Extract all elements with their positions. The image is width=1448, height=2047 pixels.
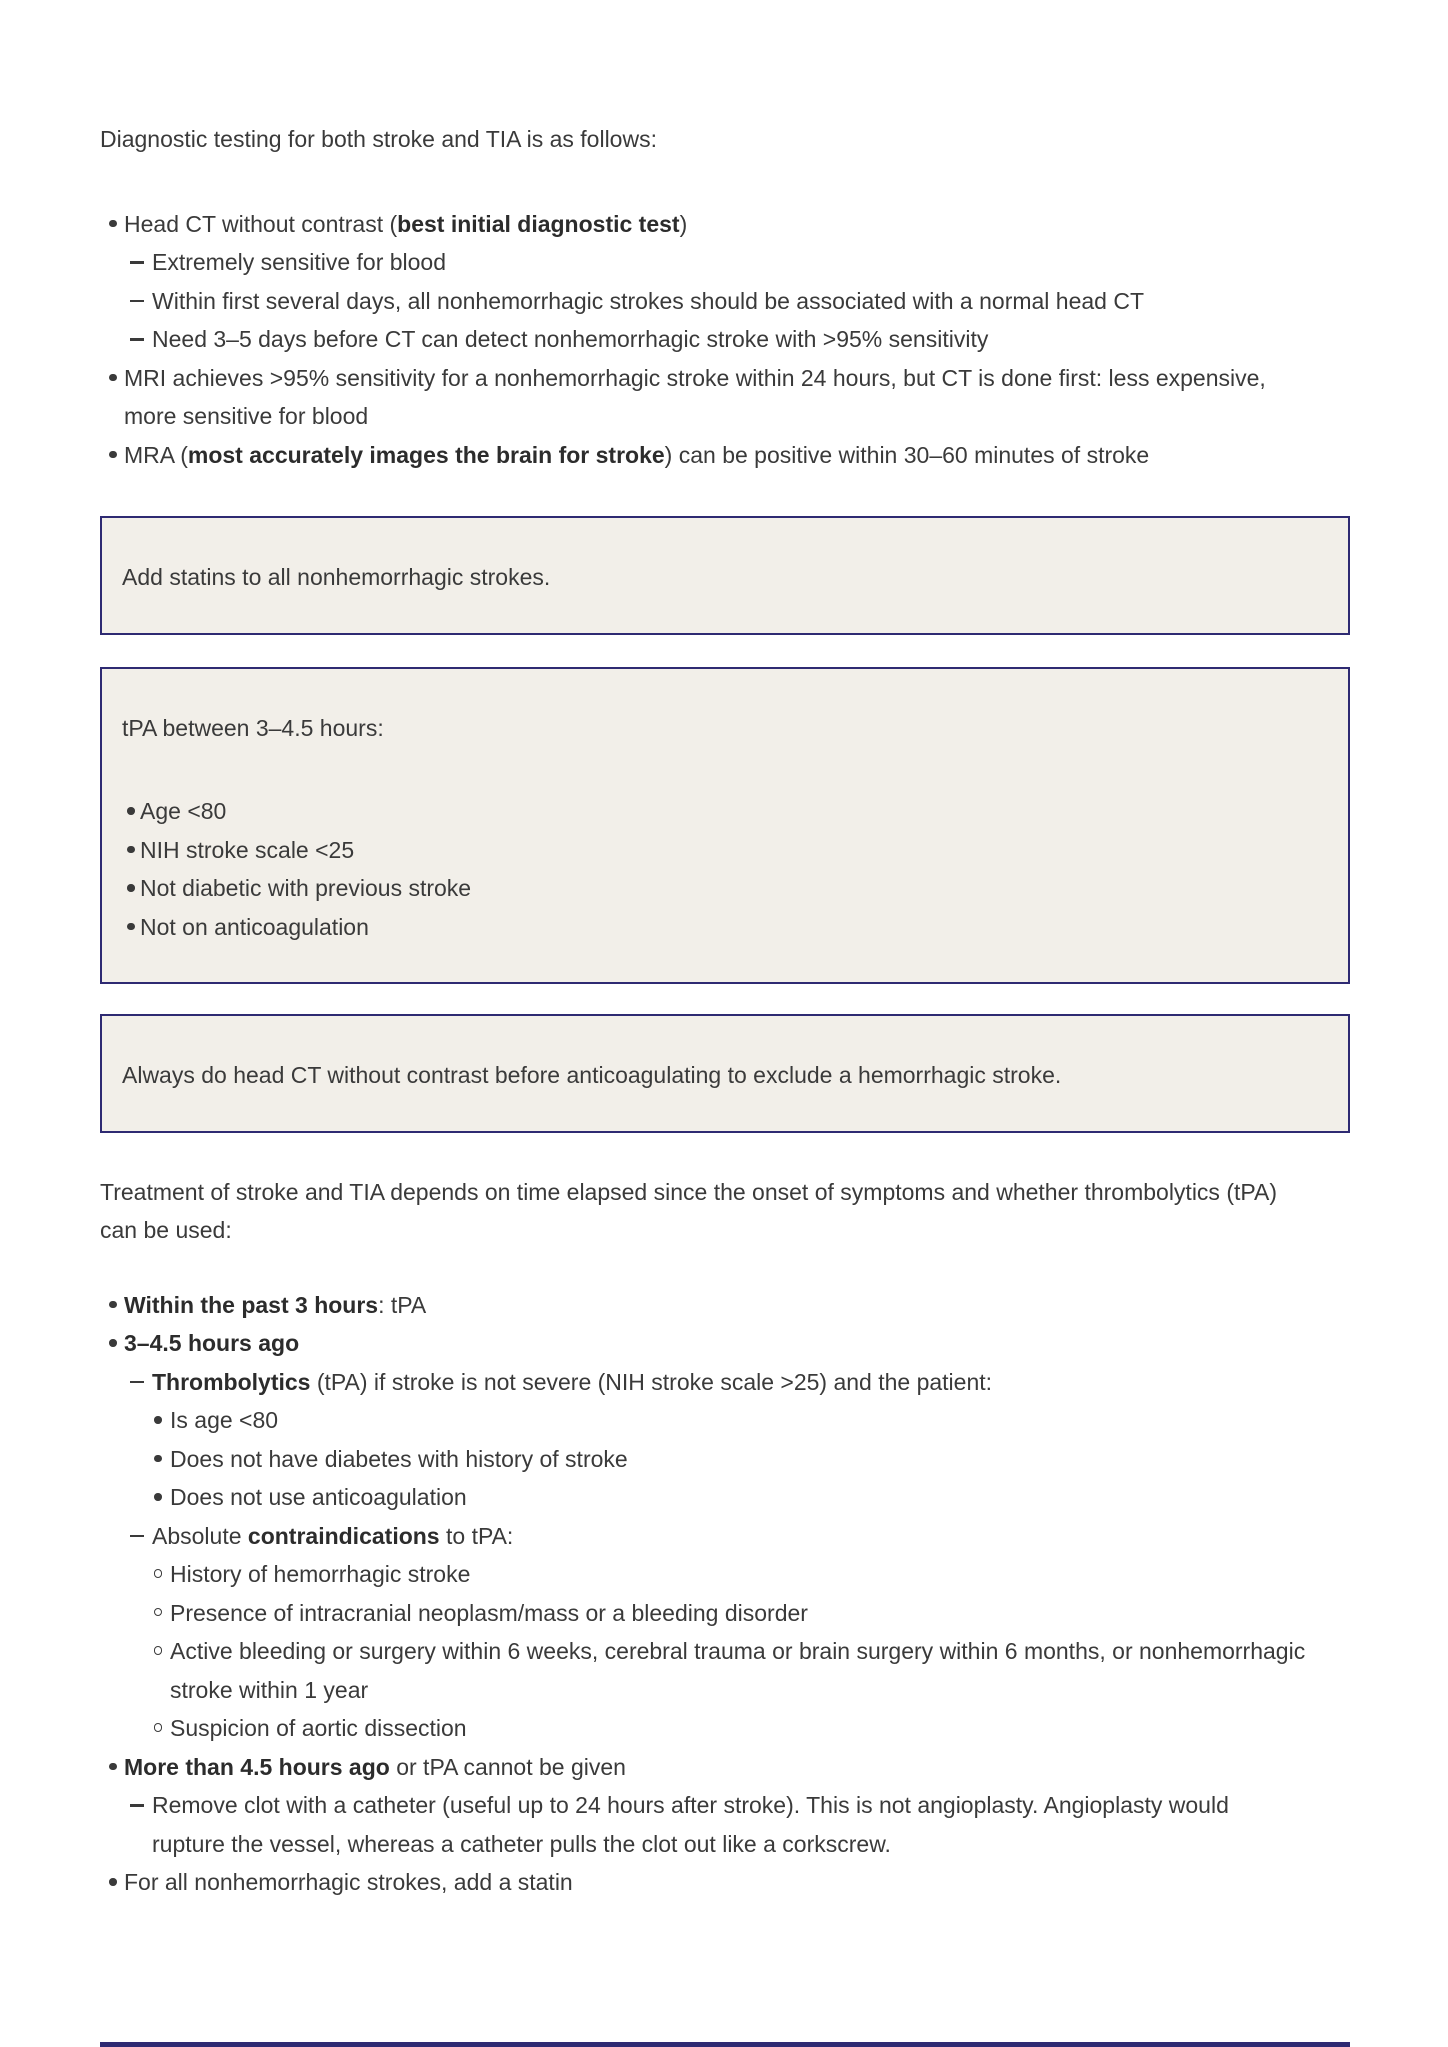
item-text xyxy=(152,1363,992,1402)
item-text xyxy=(152,1517,513,1556)
callout-text: Always do head CT without contrast before anticoagulating to exclude a hemorrhagic stroke. xyxy=(122,1062,1062,1088)
item-text: Active bleeding or surgery within 6 weeks, cerebral trauma or brain surgery within 6 months, or nonhemorrhagic stroke within 1 year xyxy=(170,1638,1306,1703)
text-run-bold: Thrombolytics xyxy=(152,1368,311,1395)
item-text: Age <80 xyxy=(140,798,227,824)
text-run: Absolute xyxy=(152,1522,248,1549)
item-text: Suspicion of aortic dissection xyxy=(170,1715,467,1741)
list-item xyxy=(122,908,1318,947)
cutoff-callout-top-border xyxy=(100,2042,1350,2047)
item-text: Not on anticoagulation xyxy=(140,913,369,940)
text-run-bold: best initial diagnostic test xyxy=(397,210,680,237)
list-item xyxy=(100,1786,1350,1863)
list-item xyxy=(100,320,1350,359)
list-item xyxy=(100,1286,1350,1325)
text-run: to tPA: xyxy=(439,1522,514,1549)
text-run: (tPA) if stroke is not severe (NIH stroke scale >25) and the patient: xyxy=(310,1368,993,1395)
bullet-icon xyxy=(124,908,138,931)
text-run-bold: Within the past 3 hours xyxy=(124,1291,379,1318)
text-run: ) can be positive within 30–60 minutes of stroke xyxy=(664,441,1150,468)
list-item xyxy=(100,1555,1350,1594)
list-item xyxy=(100,1594,1350,1633)
bullet-icon xyxy=(102,1286,124,1309)
text-run: Head CT without contrast ( xyxy=(124,210,398,237)
treatment-list xyxy=(100,1286,1350,1902)
item-text xyxy=(124,436,1149,475)
bullet-icon xyxy=(102,359,124,382)
text-run: or tPA cannot be given xyxy=(389,1753,626,1780)
callout-list xyxy=(122,792,1318,946)
bullet-icon xyxy=(102,1863,124,1886)
list-item xyxy=(100,1863,1350,1902)
item-text: Does not use anticoagulation xyxy=(170,1484,467,1510)
list-item xyxy=(100,205,1350,244)
callout-text: Add statins to all nonhemorrhagic strokes. xyxy=(122,564,551,590)
item-text: History of hemorrhagic stroke xyxy=(170,1561,471,1587)
callout-tpa-window xyxy=(100,667,1350,985)
item-text: Extremely sensitive for blood xyxy=(152,249,447,275)
text-run-bold: most accurately images the brain for stroke xyxy=(187,441,665,468)
bullet-icon xyxy=(146,1440,170,1463)
item-text: Is age <80 xyxy=(170,1407,279,1433)
dash-icon xyxy=(122,1786,152,1807)
dash-icon xyxy=(122,243,152,264)
list-item xyxy=(100,1401,1350,1440)
intro-paragraph: Diagnostic testing for both stroke and TIA is as follows: xyxy=(100,126,657,152)
item-text: Remove clot with a catheter (useful up to 24 hours after stroke). This is not angioplasty. Angioplasty would rupture the vessel, whereas a catheter pulls the clot out like a corkscrew. xyxy=(152,1792,1229,1857)
item-text: Not diabetic with previous stroke xyxy=(140,875,472,901)
list-item xyxy=(100,1748,1350,1787)
bullet-icon xyxy=(146,1478,170,1501)
list-item xyxy=(100,1517,1350,1556)
bullet-icon xyxy=(102,436,124,459)
text-run-bold: contraindications xyxy=(247,1522,440,1549)
dash-icon xyxy=(122,282,152,303)
item-text: Presence of intracranial neoplasm/mass or a bleeding disorder xyxy=(170,1599,808,1626)
bullet-icon xyxy=(102,1324,124,1347)
circle-bullet-icon xyxy=(146,1632,170,1655)
item-text xyxy=(124,1748,626,1787)
item-text: For all nonhemorrhagic strokes, add a statin xyxy=(124,1869,573,1895)
bullet-icon xyxy=(146,1401,170,1424)
bullet-icon xyxy=(124,869,138,892)
text-run: ) xyxy=(679,210,688,237)
callout-headct-warning xyxy=(100,1014,1350,1133)
item-text xyxy=(124,1324,299,1363)
treatment-intro-paragraph: Treatment of stroke and TIA depends on time elapsed since the onset of symptoms and whether thrombolytics (tPA) can be used: xyxy=(100,1178,1277,1243)
list-item xyxy=(100,1363,1350,1402)
circle-bullet-icon xyxy=(146,1709,170,1732)
list-item xyxy=(100,1709,1350,1748)
item-text: NIH stroke scale <25 xyxy=(140,836,355,863)
list-item xyxy=(100,1324,1350,1363)
list-item xyxy=(122,792,1318,831)
list-item xyxy=(100,1632,1350,1709)
callout-title: tPA between 3–4.5 hours: xyxy=(122,714,384,741)
dash-icon xyxy=(122,1363,152,1384)
item-text: Does not have diabetes with history of stroke xyxy=(170,1445,628,1472)
item-text: Need 3–5 days before CT can detect nonhemorrhagic stroke with >95% sensitivity xyxy=(152,326,989,352)
item-text: MRI achieves >95% sensitivity for a nonhemorrhagic stroke within 24 hours, but CT is done first: less expensive, more sensitive for blood xyxy=(124,364,1266,429)
dash-icon xyxy=(122,1517,152,1538)
bullet-icon xyxy=(102,205,124,228)
item-text xyxy=(124,205,687,244)
dash-icon xyxy=(122,320,152,341)
list-item xyxy=(100,243,1350,282)
text-run: MRA ( xyxy=(124,441,188,468)
text-run: : tPA xyxy=(378,1291,427,1318)
list-item xyxy=(100,1478,1350,1517)
circle-bullet-icon xyxy=(146,1594,170,1617)
text-run-bold: 3–4.5 hours ago xyxy=(124,1330,300,1356)
list-item xyxy=(122,869,1318,908)
bullet-icon xyxy=(124,792,138,815)
diagnostic-list xyxy=(100,205,1350,475)
list-item xyxy=(100,359,1350,436)
bullet-icon xyxy=(102,1748,124,1771)
text-run-bold: More than 4.5 hours ago xyxy=(124,1753,390,1780)
callout-statins xyxy=(100,516,1350,635)
list-item xyxy=(100,436,1350,475)
circle-bullet-icon xyxy=(146,1555,170,1578)
list-item xyxy=(100,1440,1350,1479)
list-item xyxy=(122,831,1318,870)
list-item xyxy=(100,282,1350,321)
item-text xyxy=(124,1286,426,1325)
bullet-icon xyxy=(124,831,138,854)
item-text: Within first several days, all nonhemorrhagic strokes should be associated with a normal head CT xyxy=(152,287,1145,314)
